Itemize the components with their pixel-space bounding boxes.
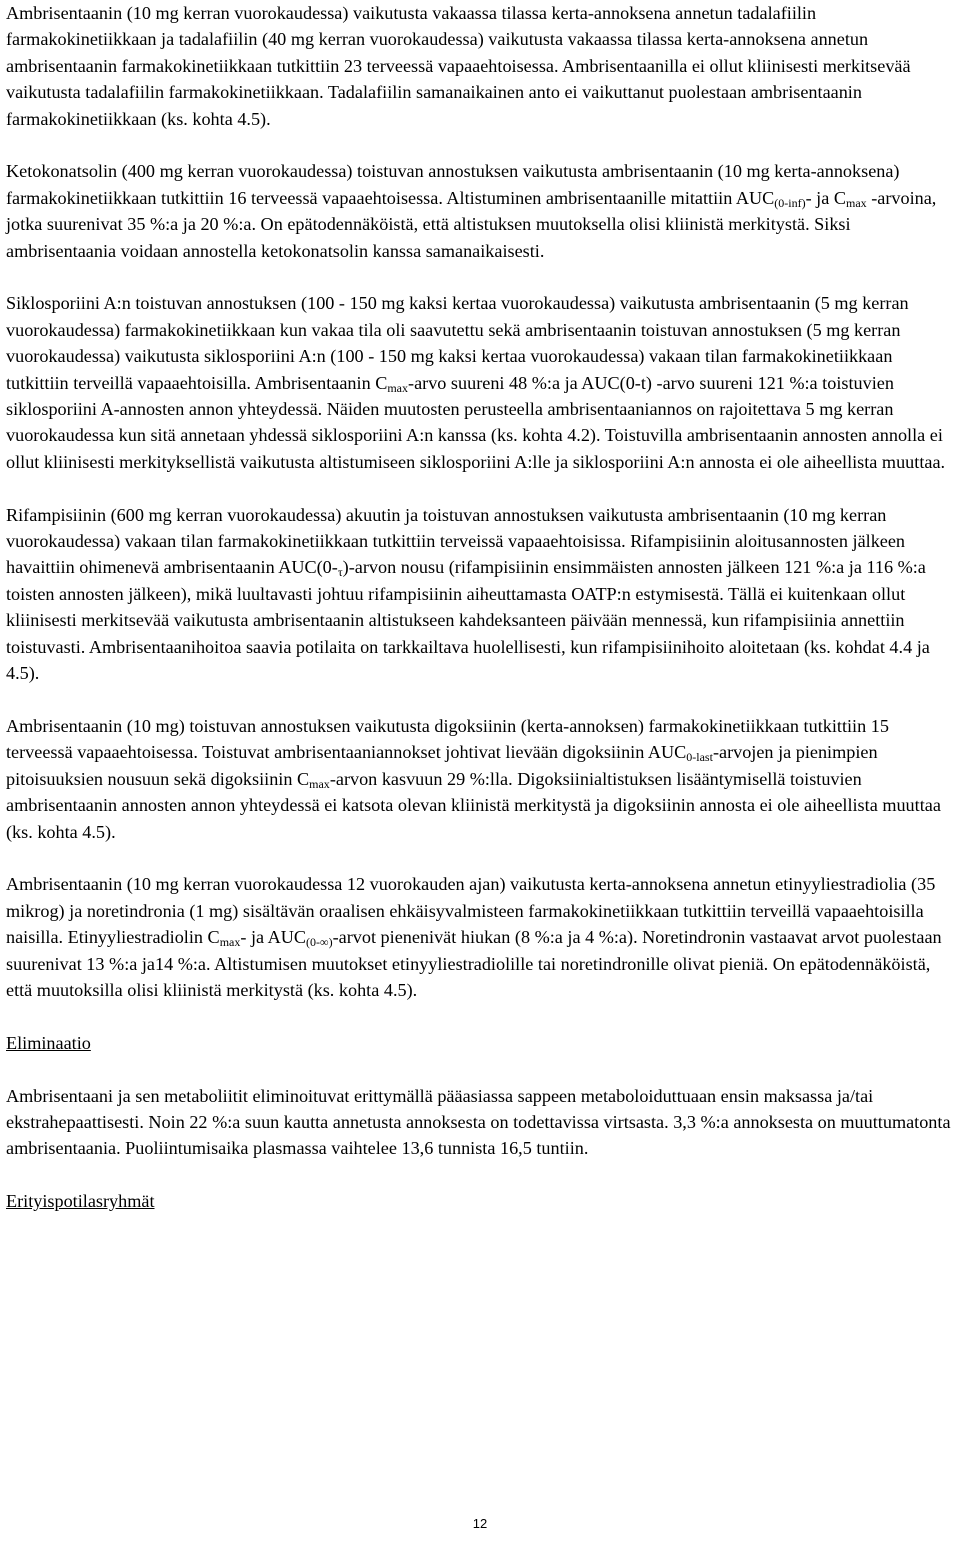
section-heading-special-populations: Erityispotilasryhmät xyxy=(6,1191,155,1212)
paragraph-tadalafil: Ambrisentaanin (10 mg kerran vuorokaudessa) vaikutusta vakaassa tilassa kerta-annoksena annetun tadalafiilin farmakokinetiikkaan ja tadalafiilin (40 mg kerran vuorokaudessa) vaikutusta vakaassa tilassa kerta-annoksena annetun ambrisentaanin farmakokinetiikkaan tutkittiin 23 terveessä vapaaehtoisessa. Ambrisentaanilla ei ollut kliinisesti merkitsevää vaikutusta tadalafiilin farmakokinetiikkaan. Tadalafiilin samanaikainen anto ei vaikuttanut puolestaan ambrisentaanin farmakokinetiikkaan (ks. kohta 4.5). xyxy=(6,3,911,129)
page-number: 12 xyxy=(472,1516,488,1531)
section-heading-elimination: Eliminaatio xyxy=(6,1032,91,1053)
paragraph-rifampicin: Rifampisiinin (600 mg kerran vuorokaudessa) akuutin ja toistuvan annostuksen vaikutusta ambrisentaanin (10 mg kerran vuorokaudessa) vakaan tilan farmakokinetiikkaan tutkittiin terveissä vapaaehtoisissa. Rifampisiinin aloitusannosten jälkeen havaittiin ohimenevä ambrisentaanin $AUC(0-_\tau)$-arvon nousu (rifampisiinin ensimmäisten annosten jälkeen 121 %:a ja 116 %:a toisten annosten jälkeen), mikä luultavasti johtuu rifampisiinin aiheuttamasta OATP:n estymisestä. Tällä ei kuitenkaan ollut kliinisesti merkitsevää vaikutusta ambrisentaanin altistukseen kahdeksanteen päivään mennessä, kun rifampisiinia annettiin toistuvasti. Ambrisentaanihoitoa saavia potilaita on tarkkailtava huolellisesti, kun rifampisiinihoito aloitetaan (ks. kohdat 4.4 ja 4.5). xyxy=(6,504,930,684)
paragraph-oral-contraceptive: Ambrisentaanin (10 mg kerran vuorokaudessa 12 vuorokauden ajan) vaikutusta kerta-annoksena annetun etinyyliestradiolia (35 mikrog) ja noretindronia (1 mg) sisältävän oraalisen ehkäisyvalmisteen farmakokinetiikkaan tutkittiin terveillä vapaaehtoisilla naisilla. Etinyyliestradiolin $C_{max}-$ ja $AUC_{(0-\infty)}$-arvot pienenivät hiukan (8 %:a ja 4 %:a). Noretindronin vastaavat arvot puolestaan suurenivat 13 %:a ja14 %:a. Altistumisen muutokset etinyyliestradiolille tai noretindronille olivat pieniä. On epätodennäköistä, että muutoksilla olisi kliinistä merkitystä (ks. kohta 4.5). xyxy=(6,874,942,1000)
paragraph-ciclosporin: Siklosporiini A:n toistuvan annostuksen (100 - 150 mg kaksi kertaa vuorokaudessa) vaikutusta ambrisentaanin (5 mg kerran vuorokaudessa) farmakokinetiikkaan kun vakaa tila oli saavutettu sekä ambrisentaanin toistuvan annostuksen (5 mg kerran vuorokaudessa) vaikutusta siklosporiini A:n (100 - 150 mg kaksi kertaa vuorokaudessa) vakaan tilan farmakokinetiikkaan tutkittiin terveillä vapaaehtoisilla. Ambrisentaanin $C_{max}$-arvo suureni 48 %:a ja AUC(0-t) -arvo suureni 121 %:a toistuvien siklosporiini A-annosten annon yhteydessä. Näiden muutosten perusteella ambrisentaaniannos on rajoitettava 5 mg kerran vuorokaudessa kun sitä annetaan yhdessä siklosporiini A:n kanssa (ks. kohta 4.2). Toistuvilla ambrisentaanin annosten annolla ei ollut kliinisesti merkityksellistä vaikutusta altistumiseen siklosporiini A:lle ja siklosporiini A:n annosta ei ole aiheellista muuttaa. xyxy=(6,293,946,472)
paragraph-ketoconazole: Ketokonatsolin (400 mg kerran vuorokaudessa) toistuvan annostuksen vaikutusta ambrisentaanin (10 mg kerta-annoksena) farmakokinetiikkaan tutkittiin 16 terveessä vapaaehtoisessa. Altistuminen ambrisentaanille mitattiin $AUC_{(0-inf)}-$ ja $C_{max}$ -arvoina, jotka suurenivat 35 %:a ja 20 %:a. On epätodennäköistä, että altistuksen muutoksella olisi kliinistä merkitystä. Siksi ambrisentaania voidaan annostella ketokonatsolin kanssa samanaikaisesti. xyxy=(6,161,937,261)
paragraph-elimination: Ambrisentaani ja sen metaboliitit eliminoituvat erittymällä pääasiassa sappeen metaboloiduttuaan ensin maksassa ja/tai ekstrahepaattisesti. Noin 22 %:a suun kautta annetusta annoksesta on todettavissa virtsasta. 3,3 %:a annoksesta on muuttumatonta ambrisentaania. Puoliintumisaika plasmassa vaihtelee 13,6 tunnista 16,5 tuntiin. xyxy=(6,1085,951,1159)
paragraph-digoxin: Ambrisentaanin (10 mg) toistuvan annostuksen vaikutusta digoksiinin (kerta-annoksen) farmakokinetiikkaan tutkittiin 15 terveessä vapaaehtoisessa. Toistuvat ambrisentaaniannokset johtivat lievään digoksiinin $AUC_{0-last}$-arvojen ja pienimpien pitoisuuksien nousuun sekä digoksiinin $C_{max}$-arvon kasvuun 29 %:lla. Digoksiinialtistuksen lisääntymisellä toistuvien ambrisentaanin annosten annon yhteydessä ei katsota olevan kliinistä merkitystä ja digoksiinin annosta ei ole aiheellista muuttaa (ks. kohta 4.5). xyxy=(6,715,941,842)
document-page xyxy=(6,0,956,1215)
